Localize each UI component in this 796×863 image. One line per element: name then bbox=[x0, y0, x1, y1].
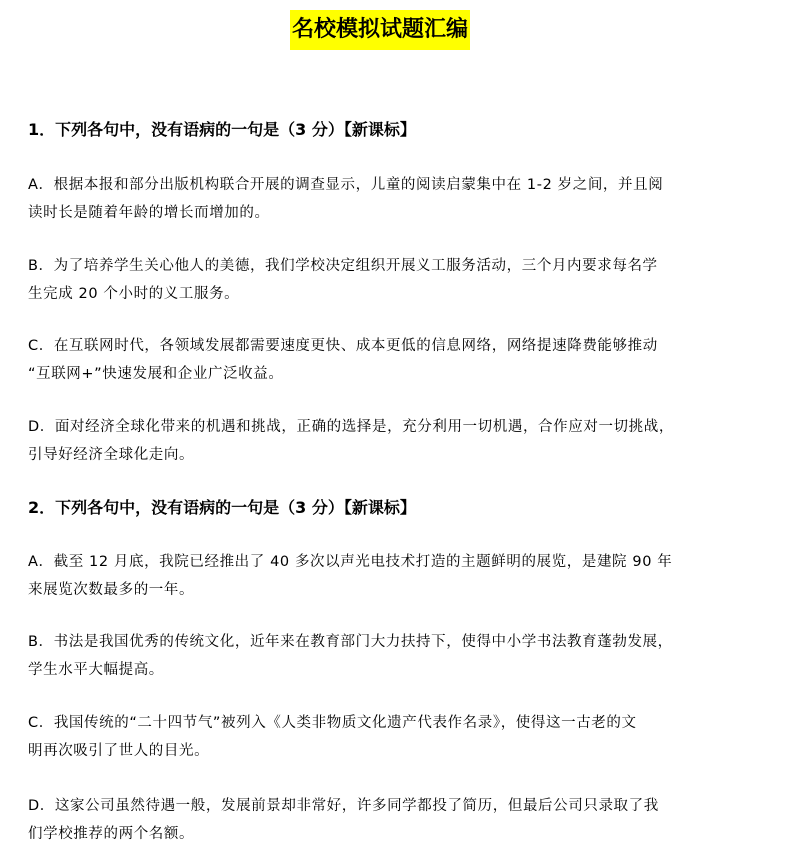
option-line: 引导好经济全球化走向。 bbox=[28, 447, 195, 463]
option-line: 来展览次数最多的一年。 bbox=[28, 582, 195, 598]
question-2-option-d bbox=[28, 792, 752, 848]
option-line: A．截至 12 月底，我院已经推出了 40 多次以声光电技术打造的主题鲜明的展览，是建院 90 年 bbox=[28, 554, 673, 570]
option-line: A．根据本报和部分出版机构联合开展的调查显示，儿童的阅读启蒙集中在 1-2 岁之间，并且阅 bbox=[28, 177, 664, 193]
option-line: D．这家公司虽然待遇一般，发展前景却非常好，许多同学都投了简历，但最后公司只录取了我 bbox=[28, 798, 659, 814]
option-line: 明再次吸引了世人的目光。 bbox=[28, 743, 210, 759]
option-line: C．在互联网时代，各领域发展都需要速度更快、成本更低的信息网络，网络提速降费能够推动 bbox=[28, 338, 658, 354]
question-1-option-d bbox=[28, 413, 752, 469]
option-line: 学生水平大幅提高。 bbox=[28, 662, 164, 678]
option-line: B．为了培养学生关心他人的美德，我们学校决定组织开展义工服务活动，三个月内要求每名学 bbox=[28, 258, 658, 274]
question-1-option-b bbox=[28, 252, 752, 308]
question-2-option-c bbox=[28, 709, 752, 765]
question-1-heading: 1．下列各句中，没有语病的一句是（3 分）【新课标】 bbox=[28, 120, 416, 139]
question-2-option-a bbox=[28, 548, 752, 604]
option-line: 读时长是随着年龄的增长而增加的。 bbox=[28, 205, 270, 221]
question-2-option-b bbox=[28, 628, 752, 684]
option-line: B．书法是我国优秀的传统文化，近年来在教育部门大力扶持下，使得中小学书法教育蓬勃发展， bbox=[28, 634, 673, 650]
option-line: D．面对经济全球化带来的机遇和挑战，正确的选择是，充分利用一切机遇，合作应对一切挑战， bbox=[28, 419, 674, 435]
page-title: 名校模拟试题汇编 bbox=[290, 10, 470, 50]
option-line: “互联网+”快速发展和企业广泛收益。 bbox=[28, 366, 284, 382]
option-line: 们学校推荐的两个名额。 bbox=[28, 826, 195, 842]
question-1-option-c bbox=[28, 332, 752, 388]
option-line: C．我国传统的“二十四节气”被列入《人类非物质文化遗产代表作名录》，使得这一古老的文 bbox=[28, 715, 637, 731]
option-line: 生完成 20 个小时的义工服务。 bbox=[28, 286, 240, 302]
question-2-heading: 2．下列各句中，没有语病的一句是（3 分）【新课标】 bbox=[28, 498, 416, 517]
question-1-option-a bbox=[28, 171, 752, 227]
